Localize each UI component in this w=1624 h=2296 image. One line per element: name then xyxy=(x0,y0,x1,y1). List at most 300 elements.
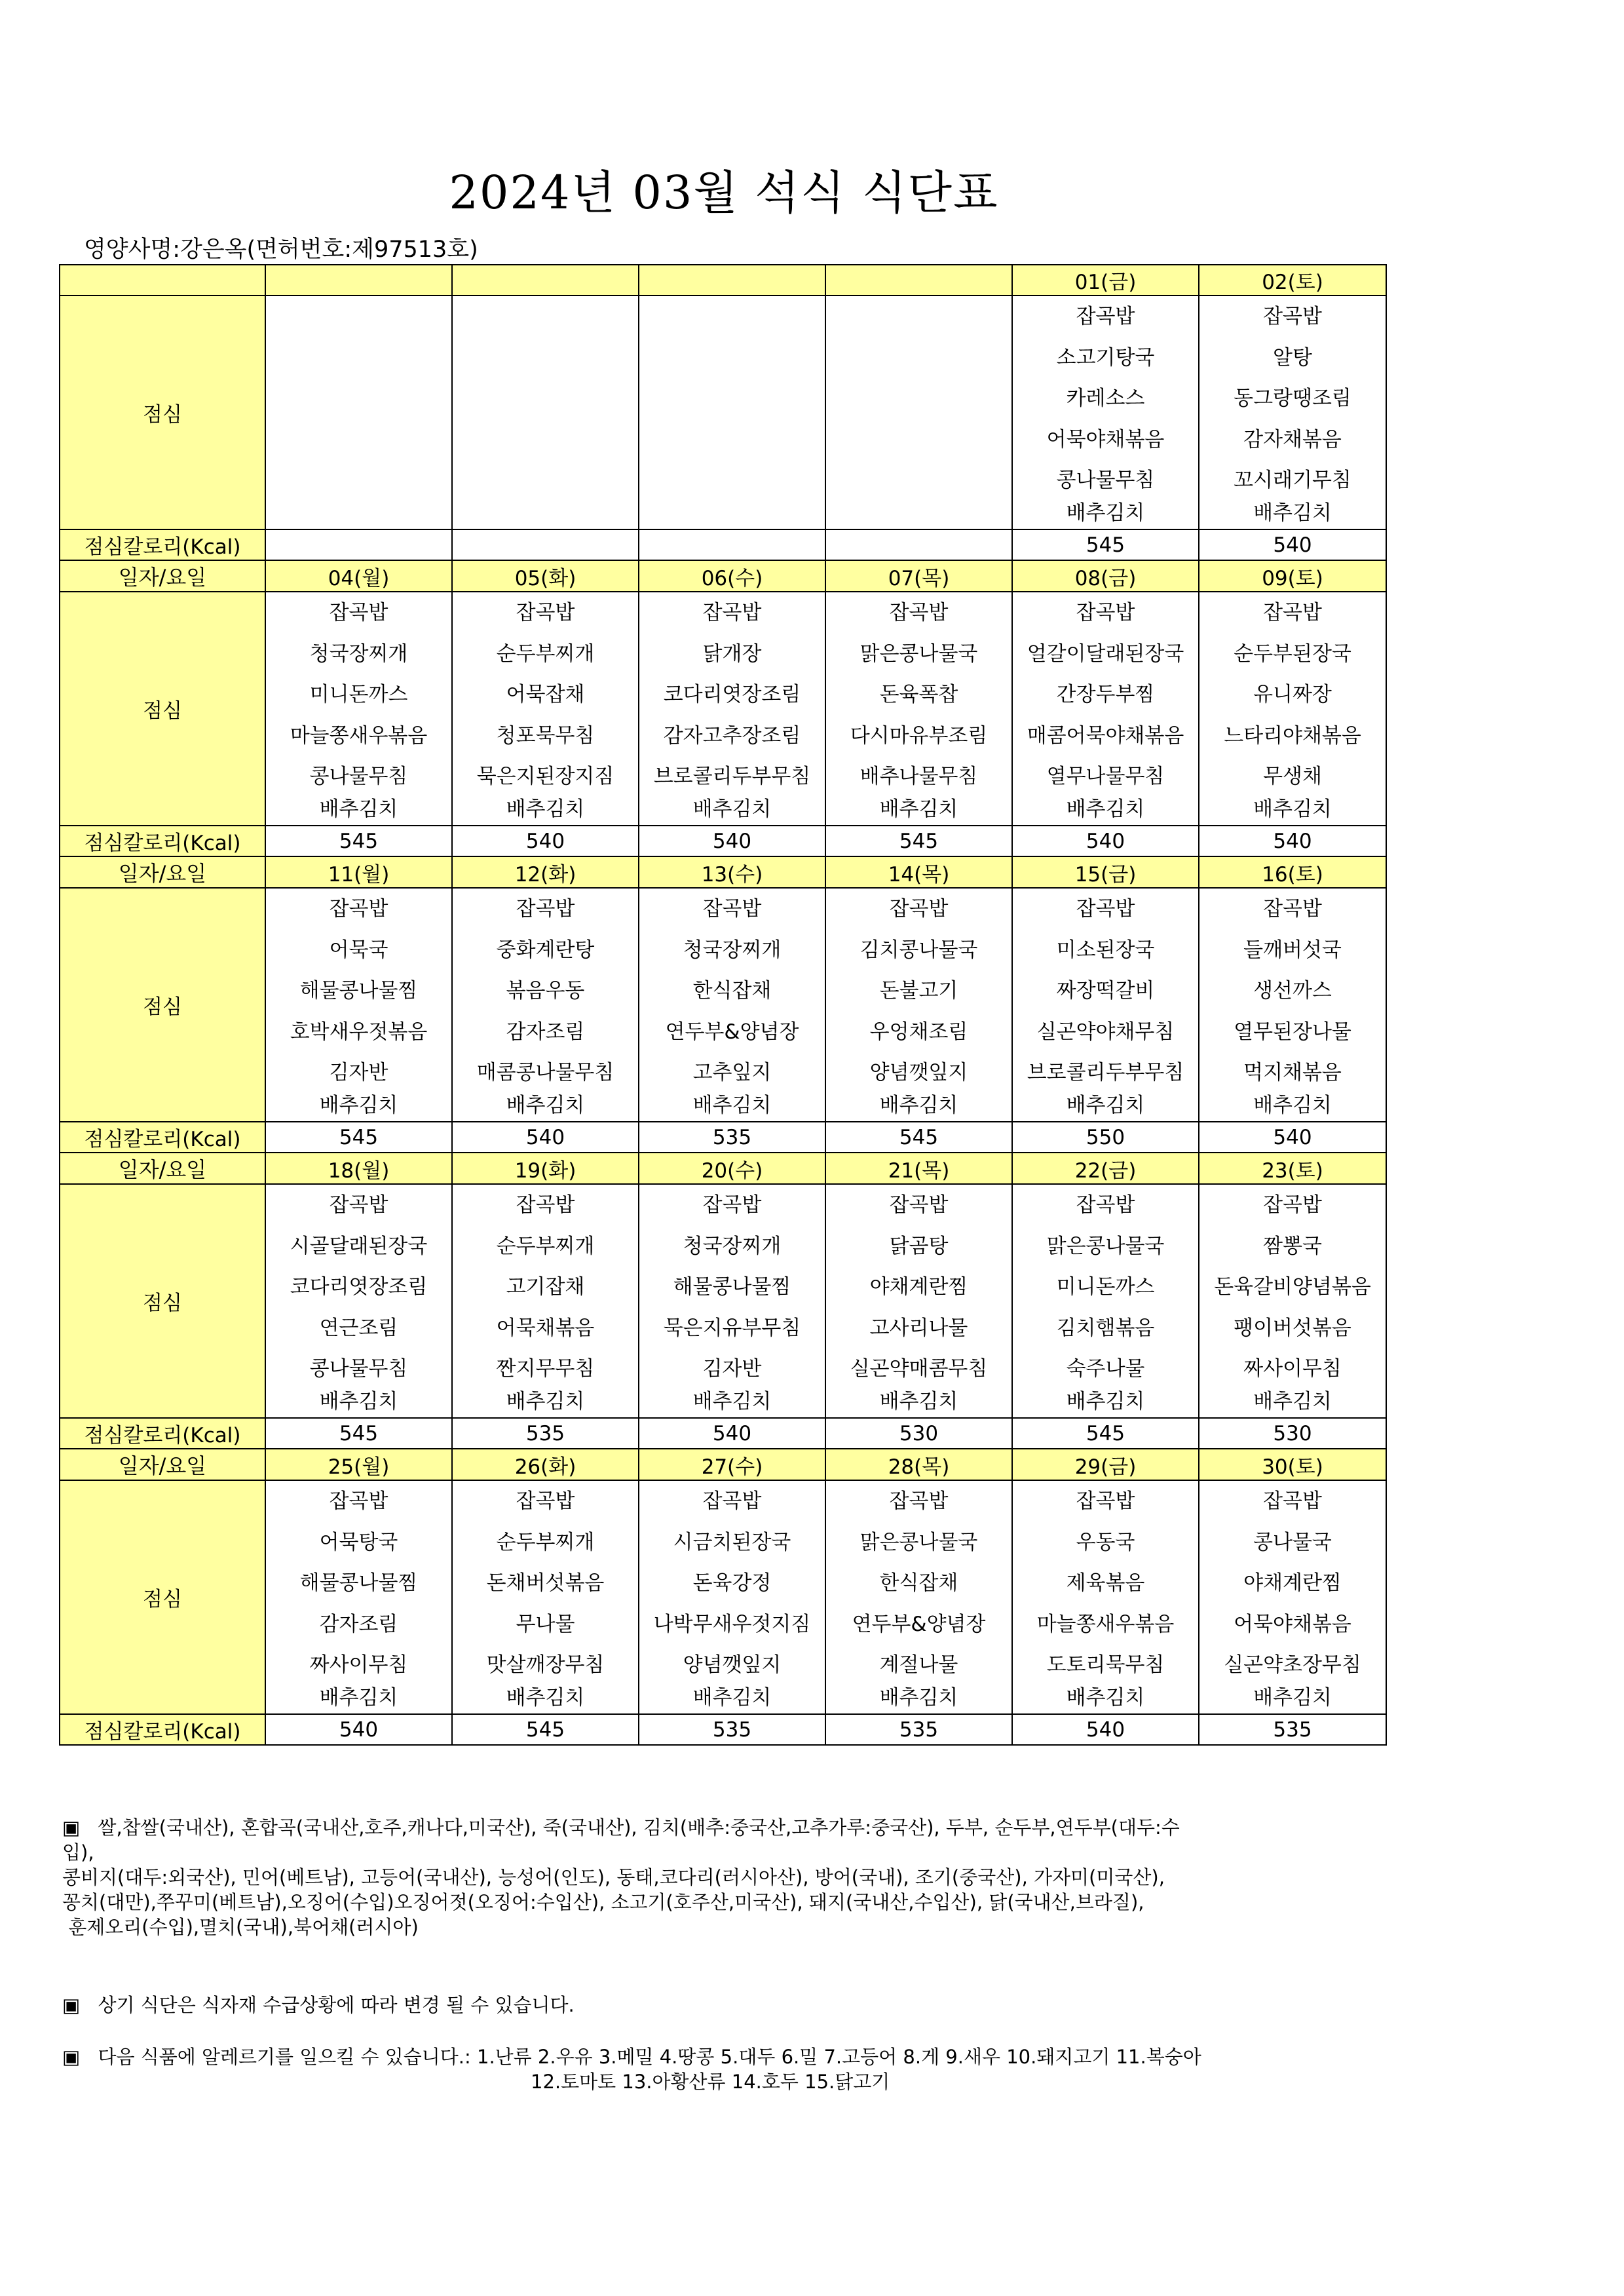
dish-item: 청국장찌개 xyxy=(683,938,782,962)
dish-item: 팽이버섯볶음 xyxy=(1234,1316,1351,1340)
dish-item: 맛살깨장무침 xyxy=(486,1653,605,1677)
origin-line: 꽁치(대만),쭈꾸미(베트남),오징어(수입)오징어젓(오징어:수입산), 소고기(호주산,미국산), 돼지(국내산,수입산), 닭(국내산,브라질), xyxy=(62,1891,1144,1913)
dish-list xyxy=(826,889,1011,1120)
dish-item: 감자조림 xyxy=(506,1020,585,1044)
dish-item: 느타리야채볶음 xyxy=(1224,723,1361,748)
dish-item: 잡곡밥 xyxy=(889,897,949,921)
lunch-label: 점심 xyxy=(60,888,265,1122)
dish-item: 청국장찌개 xyxy=(683,1234,782,1258)
dish-list xyxy=(453,889,638,1120)
dish-item: 배추김치 xyxy=(692,1093,772,1117)
dish-item: 잡곡밥 xyxy=(1076,305,1135,328)
date-cell xyxy=(265,265,452,296)
dish-item: 먹지채볶음 xyxy=(1243,1061,1342,1084)
date-cell xyxy=(452,265,639,296)
dish-item: 실곤약초장무침 xyxy=(1224,1653,1361,1677)
meal-cell xyxy=(1199,1184,1386,1418)
meal-cell xyxy=(639,296,825,529)
date-day-label: 일자/요일 xyxy=(60,560,265,592)
dish-item: 잡곡밥 xyxy=(1263,1193,1322,1217)
kcal-cell: 540 xyxy=(1012,1714,1199,1745)
dish-item: 콩나물무침 xyxy=(309,765,408,788)
dish-item: 얼갈이달래된장국 xyxy=(1027,641,1184,666)
dish-item: 어묵국 xyxy=(329,938,388,962)
kcal-cell: 545 xyxy=(265,1122,452,1153)
dish-item: 잡곡밥 xyxy=(516,897,575,921)
dish-item: 잡곡밥 xyxy=(1076,1489,1135,1513)
dish-item: 브로콜리두부무침 xyxy=(1027,1061,1184,1084)
kcal-row xyxy=(60,529,1386,560)
dish-item: 짜사이무침 xyxy=(309,1653,408,1677)
date-cell xyxy=(825,265,1012,296)
origin-line: 콩비지(대두:외국산), 민어(베트남), 고등어(국내산), 능성어(인도), 동태,코다리(러시아산), 방어(국내), 조기(중국산), 가자미(미국산), xyxy=(62,1866,1165,1888)
allergy-notice xyxy=(62,2044,1201,2094)
dish-item: 미니돈까스 xyxy=(309,683,408,706)
dish-item: 돈채버섯볶음 xyxy=(486,1571,605,1595)
dish-item: 실곤약매콤무침 xyxy=(850,1357,988,1381)
kcal-label: 점심칼로리(Kcal) xyxy=(60,1122,265,1153)
date-cell: 23(토) xyxy=(1199,1153,1386,1184)
date-row xyxy=(60,1153,1386,1184)
dish-item: 코다리엿장조림 xyxy=(290,1275,428,1299)
date-cell: 01(금) xyxy=(1012,265,1199,296)
dish-item: 김자반 xyxy=(702,1357,762,1381)
dish-item: 카레소스 xyxy=(1066,387,1145,410)
dish-item: 배추김치 xyxy=(692,797,772,821)
dish-item: 배추김치 xyxy=(692,1389,772,1413)
meal-cell xyxy=(825,296,1012,529)
date-cell: 04(월) xyxy=(265,560,452,592)
dish-item: 김치햄볶음 xyxy=(1056,1316,1155,1340)
kcal-row xyxy=(60,1714,1386,1745)
dish-item: 알탕 xyxy=(1273,345,1312,370)
dish-item: 잡곡밥 xyxy=(702,1193,762,1217)
meal-row xyxy=(60,592,1386,826)
meal-cell xyxy=(452,1184,639,1418)
kcal-label: 점심칼로리(Kcal) xyxy=(60,1714,265,1745)
meal-cell xyxy=(1012,592,1199,826)
dish-item: 김자반 xyxy=(329,1061,388,1084)
meal-cell xyxy=(265,296,452,529)
dish-list xyxy=(1013,296,1198,527)
meal-cell xyxy=(639,1480,825,1714)
dish-item: 잡곡밥 xyxy=(329,897,388,921)
kcal-cell: 535 xyxy=(452,1418,639,1449)
date-row xyxy=(60,265,1386,296)
kcal-cell: 540 xyxy=(1199,529,1386,560)
kcal-cell: 540 xyxy=(265,1714,452,1745)
meal-cell xyxy=(1012,1184,1199,1418)
dish-list xyxy=(1199,1185,1386,1416)
dish-item: 배추김치 xyxy=(319,1389,398,1413)
meal-row xyxy=(60,888,1386,1122)
meal-row xyxy=(60,1184,1386,1418)
lunch-label: 점심 xyxy=(60,296,265,529)
dish-item: 잡곡밥 xyxy=(889,1489,949,1513)
dish-item: 돈육갈비양념볶음 xyxy=(1214,1275,1371,1299)
dish-item: 배추김치 xyxy=(319,797,398,821)
kcal-cell: 540 xyxy=(639,1418,825,1449)
dish-item: 짠지무무침 xyxy=(496,1357,595,1381)
meal-cell xyxy=(639,888,825,1122)
dish-item: 돈육폭찹 xyxy=(879,683,958,706)
date-cell: 28(목) xyxy=(825,1449,1012,1480)
kcal-cell: 545 xyxy=(265,1418,452,1449)
date-day-label: 일자/요일 xyxy=(60,1449,265,1480)
dish-item: 양념깻잎지 xyxy=(869,1061,968,1084)
dish-item: 닭곰탕 xyxy=(889,1234,949,1258)
dish-item: 짬뽕국 xyxy=(1263,1234,1322,1258)
dish-list xyxy=(1199,296,1386,527)
dish-item: 맑은콩나물국 xyxy=(859,641,978,666)
dish-item: 한식잡채 xyxy=(879,1571,958,1595)
dish-item: 어묵야채볶음 xyxy=(1046,427,1165,451)
dish-list xyxy=(639,1185,825,1416)
dish-list xyxy=(453,1185,638,1416)
allergy-text: 다음 식품에 알레르기를 일으킬 수 있습니다.: 1.난류 2.우유 3.메밀 4.땅콩 5.대두 6.밀 7.고등어 8.게 9.새우 10.돼지고기 11.복숭아 xyxy=(98,2046,1201,2068)
dish-item: 감자고추장조림 xyxy=(663,723,801,748)
kcal-cell: 535 xyxy=(639,1714,825,1745)
dish-item: 잡곡밥 xyxy=(329,601,388,624)
kcal-row xyxy=(60,1122,1386,1153)
dish-item: 실곤약야채무침 xyxy=(1036,1020,1175,1044)
meal-cell xyxy=(1012,888,1199,1122)
dish-item: 양념깻잎지 xyxy=(683,1653,782,1677)
meal-cell xyxy=(265,592,452,826)
dish-item: 매콤콩나물무침 xyxy=(476,1061,614,1084)
dish-item: 소고기탕국 xyxy=(1056,345,1155,370)
date-cell: 05(화) xyxy=(452,560,639,592)
dish-item: 제육볶음 xyxy=(1066,1571,1145,1595)
change-notice xyxy=(62,1991,575,2018)
dish-item: 순두부찌개 xyxy=(496,641,595,666)
meal-cell xyxy=(639,1184,825,1418)
date-cell: 19(화) xyxy=(452,1153,639,1184)
dish-item: 청포묵무침 xyxy=(496,723,595,748)
dish-item: 잡곡밥 xyxy=(329,1193,388,1217)
dish-item: 배추김치 xyxy=(1066,1389,1145,1413)
dish-item: 배추나물무침 xyxy=(859,765,978,788)
date-cell: 18(월) xyxy=(265,1153,452,1184)
dish-item: 연두부&양념장 xyxy=(665,1020,799,1044)
dish-item: 해물콩나물찜 xyxy=(299,979,418,1003)
kcal-cell: 530 xyxy=(825,1418,1012,1449)
dish-item: 배추김치 xyxy=(1253,501,1332,525)
kcal-label: 점심칼로리(Kcal) xyxy=(60,1418,265,1449)
dish-item: 도토리묵무침 xyxy=(1046,1653,1165,1677)
dish-item: 열무된장나물 xyxy=(1234,1020,1351,1044)
dish-list xyxy=(266,1481,451,1712)
kcal-cell: 540 xyxy=(1199,826,1386,856)
dish-item: 미니돈까스 xyxy=(1056,1275,1155,1299)
date-row xyxy=(60,560,1386,592)
date-cell: 26(화) xyxy=(452,1449,639,1480)
dish-item: 배추김치 xyxy=(1253,1389,1332,1413)
dish-item: 어묵탕국 xyxy=(319,1530,398,1554)
dish-item: 야채계란찜 xyxy=(1243,1571,1342,1595)
dish-item: 배추김치 xyxy=(879,797,958,821)
kcal-label: 점심칼로리(Kcal) xyxy=(60,826,265,856)
dish-item: 매콤어묵야채볶음 xyxy=(1027,723,1184,748)
kcal-cell: 550 xyxy=(1012,1122,1199,1153)
dish-item: 묵은지된장지짐 xyxy=(476,765,614,788)
dish-list xyxy=(639,1481,825,1712)
date-cell: 29(금) xyxy=(1012,1449,1199,1480)
dish-item: 배추김치 xyxy=(1253,797,1332,821)
kcal-row xyxy=(60,1418,1386,1449)
kcal-cell xyxy=(265,529,452,560)
dish-item: 배추김치 xyxy=(319,1093,398,1117)
dish-item: 나박무새우젓지짐 xyxy=(653,1612,811,1636)
dish-item: 배추김치 xyxy=(319,1685,398,1710)
meal-cell xyxy=(1199,1480,1386,1714)
dish-item: 배추김치 xyxy=(506,797,585,821)
origin-line: 훈제오리(수입),멸치(국내),북어채(러시아) xyxy=(62,1916,419,1938)
dish-item: 미소된장국 xyxy=(1056,938,1155,962)
dish-item: 꼬시래기무침 xyxy=(1234,469,1351,492)
dish-item: 호박새우젓볶음 xyxy=(290,1020,428,1044)
date-day-label: 일자/요일 xyxy=(60,1153,265,1184)
dish-item: 잡곡밥 xyxy=(1076,601,1135,624)
dish-item: 야채계란찜 xyxy=(869,1275,968,1299)
meal-cell xyxy=(452,888,639,1122)
kcal-cell: 535 xyxy=(1199,1714,1386,1745)
dish-item: 우동국 xyxy=(1076,1530,1135,1554)
dish-item: 어묵야채볶음 xyxy=(1234,1612,1351,1636)
dish-item: 잡곡밥 xyxy=(889,601,949,624)
dish-item: 해물콩나물찜 xyxy=(299,1571,418,1595)
dish-item: 배추김치 xyxy=(692,1685,772,1710)
dish-item: 짜사이무침 xyxy=(1243,1357,1342,1381)
dish-item: 순두부된장국 xyxy=(1234,641,1351,666)
meal-cell xyxy=(825,888,1012,1122)
dish-item: 배추김치 xyxy=(1066,1093,1145,1117)
meal-cell xyxy=(825,592,1012,826)
kcal-cell xyxy=(825,529,1012,560)
kcal-cell: 540 xyxy=(452,826,639,856)
dish-list xyxy=(1013,592,1198,824)
dish-item: 돈불고기 xyxy=(879,979,958,1003)
dish-item: 배추김치 xyxy=(506,1093,585,1117)
dish-item: 고추잎지 xyxy=(692,1061,772,1084)
dish-item: 묵은지유부무침 xyxy=(663,1316,801,1340)
menu-table xyxy=(59,264,1387,1746)
dish-list xyxy=(1013,889,1198,1120)
dish-item: 짜장떡갈비 xyxy=(1056,979,1155,1003)
dish-item: 고기잡채 xyxy=(506,1275,585,1299)
meal-cell xyxy=(825,1480,1012,1714)
date-cell: 14(목) xyxy=(825,856,1012,888)
dish-list xyxy=(826,592,1011,824)
origin-notes xyxy=(62,1815,1359,1940)
dish-list xyxy=(639,889,825,1120)
dish-item: 연근조림 xyxy=(319,1316,398,1340)
meal-cell xyxy=(1199,592,1386,826)
bullet-icon: ▣ xyxy=(62,1994,81,2016)
lunch-label: 점심 xyxy=(60,1480,265,1714)
meal-cell xyxy=(265,1184,452,1418)
dish-item: 볶음우동 xyxy=(506,979,585,1003)
dish-item: 연두부&양념장 xyxy=(852,1612,986,1636)
dish-list xyxy=(453,1481,638,1712)
date-cell: 22(금) xyxy=(1012,1153,1199,1184)
dish-item: 잡곡밥 xyxy=(1263,897,1322,921)
kcal-cell: 540 xyxy=(639,826,825,856)
meal-cell xyxy=(1199,296,1386,529)
meal-cell xyxy=(1012,296,1199,529)
kcal-cell: 540 xyxy=(1199,1122,1386,1153)
dish-list xyxy=(826,1481,1011,1712)
date-cell: 15(금) xyxy=(1012,856,1199,888)
dish-item: 콩나물무침 xyxy=(1056,469,1155,492)
meal-cell xyxy=(452,1480,639,1714)
dish-item: 브로콜리두부무침 xyxy=(653,765,811,788)
date-cell: 25(월) xyxy=(265,1449,452,1480)
date-cell: 08(금) xyxy=(1012,560,1199,592)
dish-item: 고사리나물 xyxy=(869,1316,968,1340)
meal-cell xyxy=(452,296,639,529)
dish-item: 배추김치 xyxy=(879,1389,958,1413)
meal-row xyxy=(60,1480,1386,1714)
bullet-icon: ▣ xyxy=(62,2046,81,2068)
date-cell: 06(수) xyxy=(639,560,825,592)
dish-item: 코다리엿장조림 xyxy=(663,683,801,706)
date-row xyxy=(60,1449,1386,1480)
kcal-cell: 545 xyxy=(825,1122,1012,1153)
date-cell: 16(토) xyxy=(1199,856,1386,888)
dish-item: 감자채볶음 xyxy=(1243,427,1342,451)
kcal-cell: 530 xyxy=(1199,1418,1386,1449)
kcal-cell: 545 xyxy=(825,826,1012,856)
dish-list xyxy=(826,1185,1011,1416)
dish-item: 잡곡밥 xyxy=(516,601,575,624)
dish-list xyxy=(266,592,451,824)
date-cell: 11(월) xyxy=(265,856,452,888)
date-cell: 02(토) xyxy=(1199,265,1386,296)
dish-item: 잡곡밥 xyxy=(516,1193,575,1217)
date-cell xyxy=(639,265,825,296)
meal-cell xyxy=(265,888,452,1122)
dish-item: 맑은콩나물국 xyxy=(859,1530,978,1554)
dish-item: 시금치된장국 xyxy=(673,1530,791,1554)
kcal-cell: 540 xyxy=(452,1122,639,1153)
dish-item: 숙주나물 xyxy=(1066,1357,1145,1381)
kcal-cell xyxy=(452,529,639,560)
dish-item: 계절나물 xyxy=(879,1653,958,1677)
dish-list xyxy=(1013,1481,1198,1712)
date-cell: 12(화) xyxy=(452,856,639,888)
date-cell: 27(수) xyxy=(639,1449,825,1480)
dish-item: 잡곡밥 xyxy=(1076,897,1135,921)
dish-item: 우엉채조림 xyxy=(869,1020,968,1044)
dish-item: 감자조림 xyxy=(319,1612,398,1636)
kcal-cell: 535 xyxy=(825,1714,1012,1745)
dish-item: 잡곡밥 xyxy=(702,897,762,921)
kcal-cell: 545 xyxy=(1012,529,1199,560)
dish-item: 무나물 xyxy=(516,1612,575,1636)
dish-list xyxy=(266,1185,451,1416)
kcal-cell xyxy=(639,529,825,560)
dish-item: 잡곡밥 xyxy=(516,1489,575,1513)
dish-item: 무생채 xyxy=(1263,765,1322,788)
dish-item: 한식잡채 xyxy=(692,979,772,1003)
lunch-label: 점심 xyxy=(60,592,265,826)
date-cell: 20(수) xyxy=(639,1153,825,1184)
dish-item: 배추김치 xyxy=(1253,1685,1332,1710)
meal-cell xyxy=(1012,1480,1199,1714)
dish-item: 마늘쫑새우볶음 xyxy=(1036,1612,1175,1636)
dish-item: 배추김치 xyxy=(1066,501,1145,525)
dish-item: 배추김치 xyxy=(1253,1093,1332,1117)
dish-item: 청국장찌개 xyxy=(309,641,408,666)
dish-item: 어묵채볶음 xyxy=(496,1316,595,1340)
kcal-cell: 545 xyxy=(265,826,452,856)
meal-cell xyxy=(1199,888,1386,1122)
dish-item: 잡곡밥 xyxy=(702,601,762,624)
kcal-cell: 545 xyxy=(1012,1418,1199,1449)
dish-item: 콩나물국 xyxy=(1253,1530,1332,1554)
dish-item: 잡곡밥 xyxy=(1263,1489,1322,1513)
dish-item: 잡곡밥 xyxy=(1263,601,1322,624)
dish-item: 어묵잡채 xyxy=(506,683,585,706)
dish-list xyxy=(266,889,451,1120)
dish-item: 잡곡밥 xyxy=(889,1193,949,1217)
meal-row xyxy=(60,296,1386,529)
dish-item: 배추김치 xyxy=(879,1685,958,1710)
dish-item: 마늘쫑새우볶음 xyxy=(290,723,428,748)
dish-item: 들깨버섯국 xyxy=(1243,938,1342,962)
change-notice-text: 상기 식단은 식자재 수급상황에 따라 변경 될 수 있습니다. xyxy=(98,1994,575,2016)
dish-item: 맑은콩나물국 xyxy=(1046,1234,1165,1258)
dish-item: 해물콩나물찜 xyxy=(673,1275,791,1299)
dish-list xyxy=(1199,592,1386,824)
dish-item: 배추김치 xyxy=(879,1093,958,1117)
date-cell: 09(토) xyxy=(1199,560,1386,592)
dish-item: 닭개장 xyxy=(702,641,762,666)
dish-item: 배추김치 xyxy=(1066,1685,1145,1710)
dish-item: 김치콩나물국 xyxy=(859,938,978,962)
dish-item: 잡곡밥 xyxy=(702,1489,762,1513)
dish-item: 열무나물무침 xyxy=(1046,765,1165,788)
dish-item: 배추김치 xyxy=(1066,797,1145,821)
dish-item: 중화계란탕 xyxy=(496,938,595,962)
allergy-text-continued: 12.토마토 13.아황산류 14.호두 15.닭고기 xyxy=(531,2071,890,2093)
kcal-row xyxy=(60,826,1386,856)
date-cell: 30(토) xyxy=(1199,1449,1386,1480)
dish-item: 잡곡밥 xyxy=(1263,305,1322,328)
dish-item: 생선까스 xyxy=(1253,979,1332,1003)
dish-item: 콩나물무침 xyxy=(309,1357,408,1381)
bullet-icon: ▣ xyxy=(62,1816,81,1839)
dish-item: 잡곡밥 xyxy=(329,1489,388,1513)
dish-item: 배추김치 xyxy=(506,1685,585,1710)
meal-cell xyxy=(265,1480,452,1714)
meal-cell xyxy=(825,1184,1012,1418)
dish-item: 순두부찌개 xyxy=(496,1530,595,1554)
dish-item: 순두부찌개 xyxy=(496,1234,595,1258)
dish-list xyxy=(1013,1185,1198,1416)
dish-item: 간장두부찜 xyxy=(1056,683,1155,706)
date-day-label: 일자/요일 xyxy=(60,856,265,888)
meal-cell xyxy=(452,592,639,826)
date-day-label xyxy=(60,265,265,296)
dish-item: 시골달래된장국 xyxy=(290,1234,428,1258)
kcal-cell: 535 xyxy=(639,1122,825,1153)
lunch-label: 점심 xyxy=(60,1184,265,1418)
dish-list xyxy=(1199,889,1386,1120)
dish-item: 유니짜장 xyxy=(1253,683,1332,706)
date-row xyxy=(60,856,1386,888)
